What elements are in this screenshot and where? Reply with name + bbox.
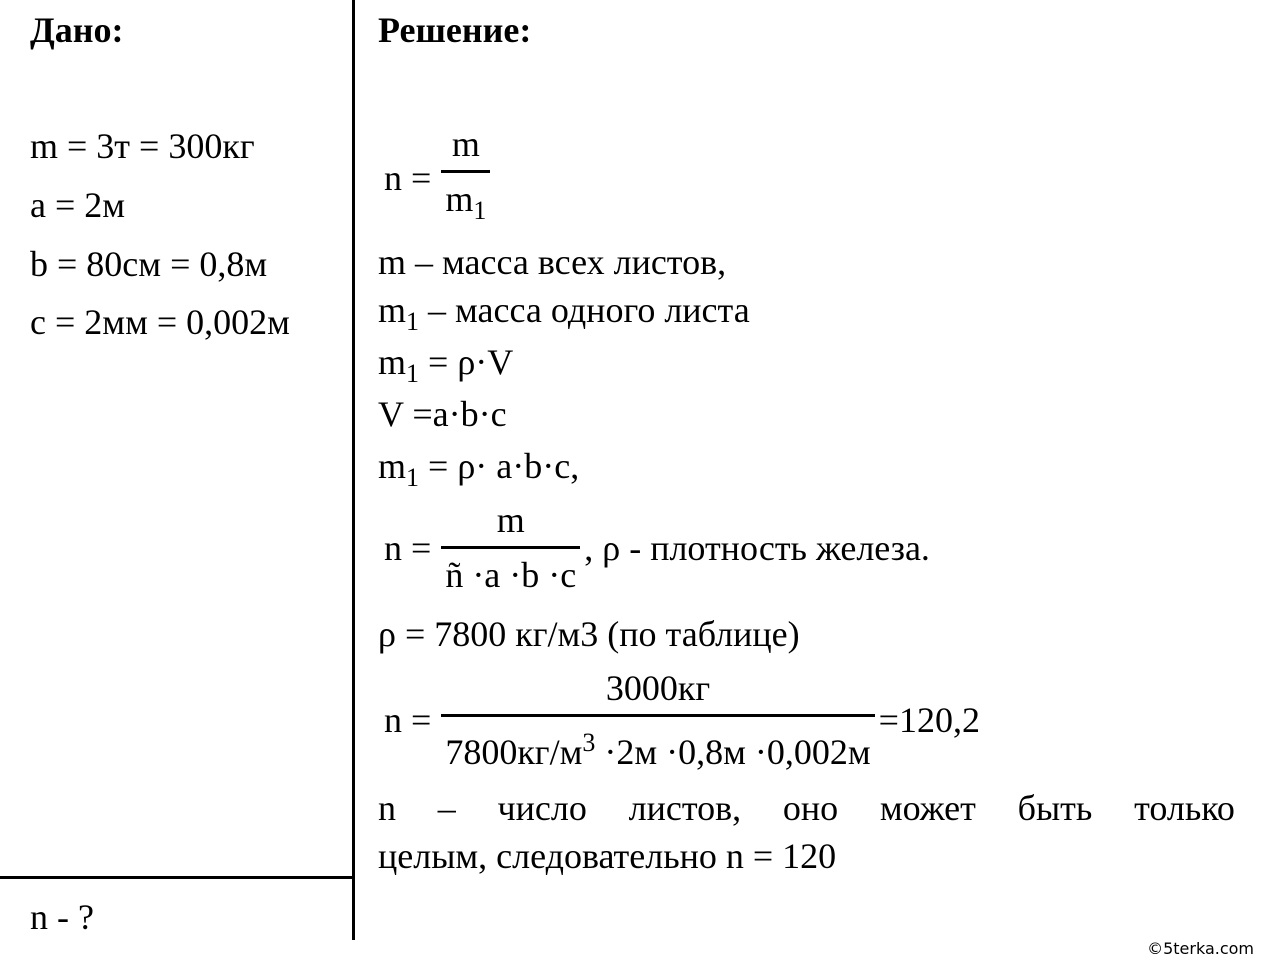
- formula2-denominator: ñ ·a ·b ·c: [445, 555, 577, 595]
- given-find-divider: [0, 876, 355, 879]
- formula1-numerator: m: [451, 124, 480, 164]
- formula2-lhs: n =: [384, 527, 432, 568]
- formula3-fraction: [441, 668, 874, 772]
- text2-base: m: [378, 290, 407, 330]
- given-mass: m = 3т = 300кг: [30, 126, 255, 166]
- formula1-den-base: m: [445, 179, 474, 219]
- conclusion-word: число: [497, 788, 587, 828]
- conclusion-word: –: [437, 788, 456, 828]
- formula1-lhs: n =: [384, 157, 432, 198]
- text5-sub: 1: [406, 463, 420, 493]
- text-m1-rho-abc: [378, 446, 579, 498]
- formula3-denominator: [441, 717, 874, 772]
- formula3-result: =120,2: [878, 700, 980, 740]
- text-mass-one-sheet: [378, 290, 750, 342]
- formula3-numerator: 3000кг: [605, 668, 711, 708]
- formula3-lhs: n =: [384, 700, 432, 740]
- conclusion-word: листов,: [628, 788, 742, 828]
- formula1-den-sub: 1: [473, 196, 487, 226]
- formula-n-equals-m-over-rho-abc: [384, 500, 930, 595]
- solution-heading: Решение:: [378, 10, 532, 50]
- formula1-fraction: [441, 124, 490, 231]
- conclusion-line-2: целым, следовательно n = 120: [378, 836, 837, 876]
- given-width-b: b = 80см = 0,8м: [30, 244, 268, 284]
- column-divider: [352, 0, 355, 940]
- text5-rest: = ρ· a·b·c,: [419, 446, 580, 486]
- text3-rest: = ρ·V: [419, 342, 514, 382]
- text-mass-all-sheets: m – масса всех листов,: [378, 242, 727, 282]
- conclusion-word: может: [879, 788, 976, 828]
- formula3-den-sup: 3: [582, 728, 596, 757]
- formula2-suffix: , ρ - плотность железа.: [584, 527, 930, 568]
- given-heading: Дано:: [30, 10, 124, 50]
- text-density-value: ρ = 7800 кг/м3 (по таблице): [378, 614, 800, 654]
- text3-sub: 1: [406, 359, 420, 389]
- conclusion-line-1: [378, 788, 1235, 828]
- formula-n-equals-m-over-m1: [384, 124, 494, 231]
- text5-base: m: [378, 446, 407, 486]
- formula2-numerator: m: [496, 500, 525, 540]
- formula3-den-b: ·2м ·0,8м ·0,002м: [595, 732, 871, 772]
- formula1-denominator: [441, 173, 490, 231]
- formula-numeric-calculation: [384, 668, 980, 772]
- text-m1-rho-v: [378, 342, 513, 394]
- text2-sub: 1: [406, 307, 420, 337]
- text3-base: m: [378, 342, 407, 382]
- conclusion-word: быть: [1017, 788, 1093, 828]
- given-length-a: a = 2м: [30, 185, 126, 225]
- find-unknown: n - ?: [30, 897, 94, 937]
- text2-rest: – масса одного листа: [419, 290, 750, 330]
- conclusion-word: оно: [782, 788, 839, 828]
- conclusion-word: только: [1134, 788, 1235, 828]
- given-thickness-c: c = 2мм = 0,002м: [30, 302, 290, 342]
- text-volume: V =a·b·c: [378, 394, 507, 434]
- conclusion-word: n: [378, 788, 396, 828]
- formula3-den-a: 7800кг/м: [445, 732, 583, 772]
- formula2-fraction: [441, 500, 580, 595]
- watermark-text: ©5terka.com: [1147, 939, 1254, 958]
